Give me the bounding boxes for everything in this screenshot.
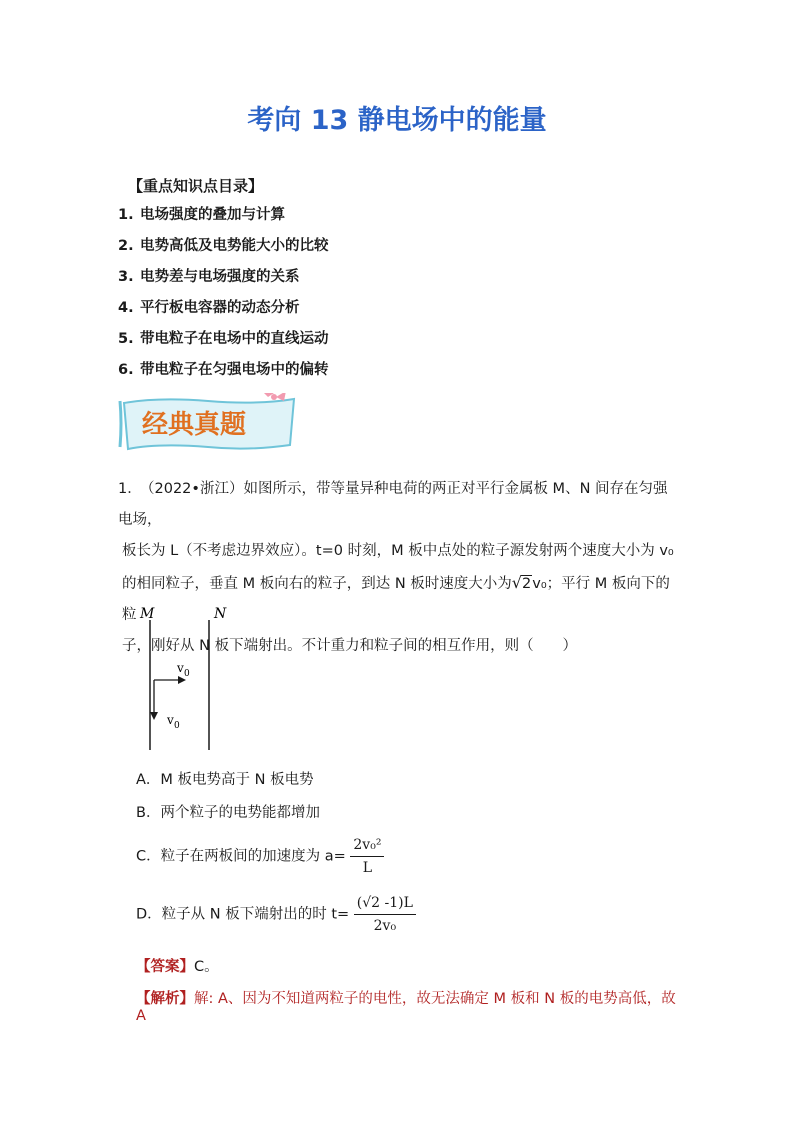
toc-item-label: 平行板电容器的动态分析 [140,300,300,316]
question-number: 1． [118,481,142,497]
toc-item [118,296,329,327]
answer-tag: 【答案】 [136,959,194,975]
fraction-numerator: (√2 -1)L [354,894,416,915]
fraction [354,894,416,935]
question-text: 子，刚好从 N 板下端射出。不计重力和粒子间的相互作用，则（ ） [122,638,578,654]
toc-item [118,358,329,389]
v-right-label: v [177,661,184,675]
toc-item-number: 4. [118,300,134,316]
option-c[interactable] [136,836,384,877]
question-text: 板长为 L（不考虑边界效应）。t=0 时刻，M 板中点处的粒子源发射两个速度大小为 v₀ [122,543,674,559]
toc-item-label: 带电粒子在电场中的直线运动 [140,331,329,347]
fraction [350,836,384,877]
option-b[interactable]: B．两个粒子的电势能都增加 [136,805,320,821]
toc-item-number: 5. [118,331,134,347]
question-text: （2022•浙江）如图所示，带等量异种电荷的两正对平行金属板 M、N 间存在匀强电场， [118,481,668,528]
question-line [118,536,678,567]
toc-item-number: 3. [118,269,134,285]
toc-item-label: 电势差与电场强度的关系 [140,269,300,285]
toc-item [118,327,329,358]
toc-item [118,203,329,234]
toc-item [118,265,329,296]
toc-heading: 【重点知识点目录】 [128,177,264,195]
v-right-sub: 0 [184,669,190,679]
toc-list [118,203,329,389]
page-title: 考向 13 静电场中的能量 [247,105,547,136]
arrowhead-down-icon [150,712,158,720]
toc-item [118,234,329,265]
v-down-sub: 0 [174,721,180,731]
section-banner [118,393,300,453]
plates-figure [130,600,240,760]
plate-n-label: N [214,606,227,622]
answer-line [136,955,219,976]
bow-icon [262,393,286,401]
analysis-tag: 【解析】 [136,991,194,1007]
toc-item-label: 电场强度的叠加与计算 [140,207,285,223]
analysis-line [136,987,676,1024]
fraction-numerator: 2v₀² [350,836,384,857]
option-text: C．粒子在两板间的加速度为 a= [136,848,346,865]
toc-item-label: 带电粒子在匀强电场中的偏转 [140,362,329,378]
option-text: D．粒子从 N 板下端射出的时 t= [136,906,350,923]
analysis-text: 解: A、因为不知道两粒子的电性，故无法确定 M 板和 N 板的电势高低，故 A [136,991,676,1024]
question-text: v₀；平行 M 板向下的粒 [122,576,670,623]
sqrt-symbol: √ [511,573,522,592]
toc-item-number: 6. [118,362,134,378]
plate-m-label: M [140,606,155,622]
option-d[interactable] [136,894,416,935]
question-text: 的相同粒子，垂直 M 板向右的粒子，到达 N 板时速度大小为 [122,576,512,592]
toc-item-label: 电势高低及电势能大小的比较 [140,238,329,254]
banner-label: 经典真题 [142,410,247,440]
sqrt-radicand: 2 [522,576,532,592]
toc-item-number: 2. [118,238,134,254]
fraction-denominator: L [362,860,373,876]
fraction-denominator: 2v₀ [373,918,397,934]
toc-item-number: 1. [118,207,134,223]
option-a[interactable]: A．M 板电势高于 N 板电势 [136,772,314,788]
answer-text: C。 [194,959,219,975]
question-line [118,474,678,536]
v-down-label: v [167,713,174,727]
